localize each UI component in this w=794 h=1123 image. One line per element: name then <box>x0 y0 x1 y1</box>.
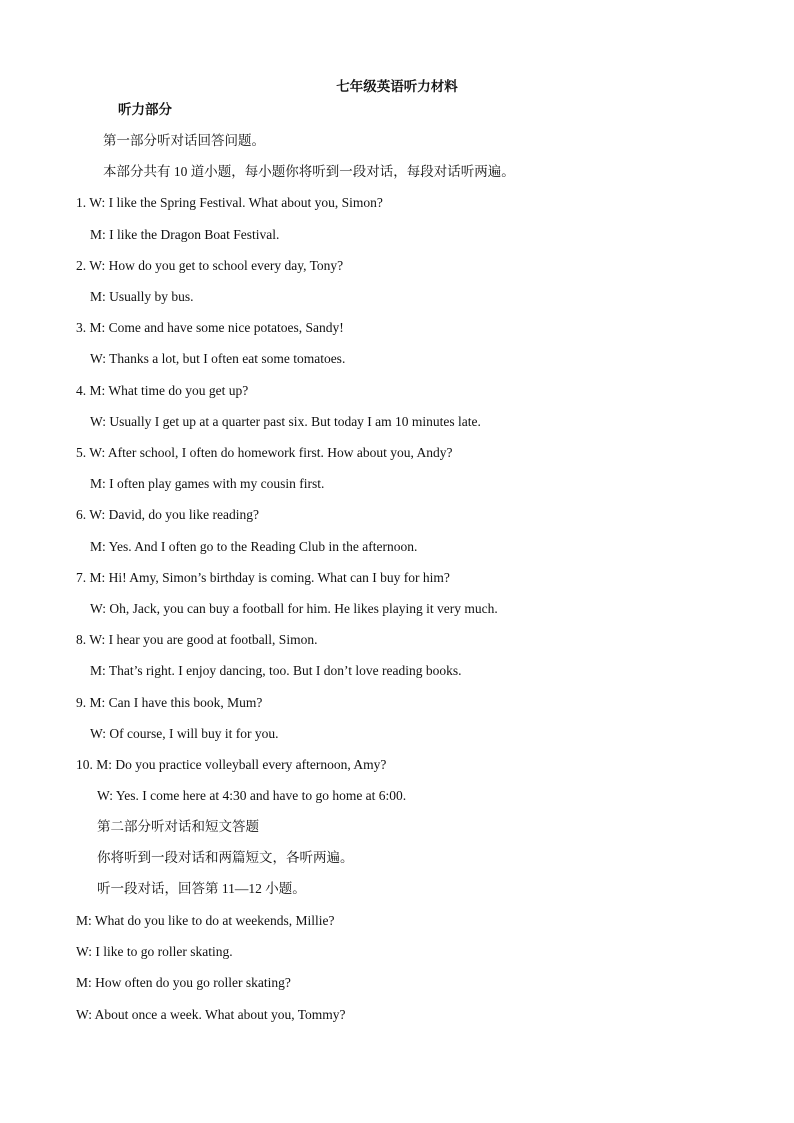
dialogue-10-line-a: 10. M: Do you practice volleyball every afternoon, Amy? <box>76 757 387 772</box>
page-title: 七年级英语听力材料 <box>336 79 458 94</box>
part2-heading: 第二部分听对话和短文答题 <box>97 819 259 834</box>
part2-sub-instruction: 听一段对话，回答第 11—12 小题。 <box>97 881 306 896</box>
section-heading: 听力部分 <box>118 102 172 117</box>
part2-instruction: 你将听到一段对话和两篇短文，各听两遍。 <box>97 850 354 865</box>
part1-instruction: 本部分共有 10 道小题，每小题你将听到一段对话，每段对话听两遍。 <box>103 164 515 179</box>
dialogue-3-line-a: 3. M: Come and have some nice potatoes, Sandy! <box>76 320 344 335</box>
dialogue-2-line-a: 2. W: How do you get to school every day, Tony? <box>76 258 344 273</box>
dialogue-7-line-a: 7. M: Hi! Amy, Simon’s birthday is coming. What can I buy for him? <box>76 570 450 585</box>
dialogue-6-line-a: 6. W: David, do you like reading? <box>76 507 259 522</box>
dialogue-7-line-b: W: Oh, Jack, you can buy a football for him. He likes playing it very much. <box>90 601 498 616</box>
dialogue-6-line-b: M: Yes. And I often go to the Reading Club in the afternoon. <box>90 539 418 554</box>
dialogue-4-line-a: 4. M: What time do you get up? <box>76 383 249 398</box>
conversation-line-1: M: What do you like to do at weekends, Millie? <box>76 913 335 928</box>
part1-heading: 第一部分听对话回答问题。 <box>103 133 265 148</box>
dialogue-10-line-b: W: Yes. I come here at 4:30 and have to go home at 6:00. <box>97 788 407 803</box>
dialogue-4-line-b: W: Usually I get up at a quarter past six. But today I am 10 minutes late. <box>90 414 481 429</box>
conversation-line-4: W: About once a week. What about you, Tommy? <box>76 1007 346 1022</box>
dialogue-9-line-b: W: Of course, I will buy it for you. <box>90 726 279 741</box>
dialogue-3-line-b: W: Thanks a lot, but I often eat some tomatoes. <box>90 351 346 366</box>
dialogue-5-line-a: 5. W: After school, I often do homework first. How about you, Andy? <box>76 445 453 460</box>
dialogue-5-line-b: M: I often play games with my cousin first. <box>90 476 325 491</box>
dialogue-8-line-a: 8. W: I hear you are good at football, Simon. <box>76 632 318 647</box>
dialogue-2-line-b: M: Usually by bus. <box>90 289 194 304</box>
dialogue-8-line-b: M: That’s right. I enjoy dancing, too. But I don’t love reading books. <box>90 663 462 678</box>
dialogue-1-line-a: 1. W: I like the Spring Festival. What about you, Simon? <box>76 195 383 210</box>
dialogue-1-line-b: M: I like the Dragon Boat Festival. <box>90 227 280 242</box>
dialogue-9-line-a: 9. M: Can I have this book, Mum? <box>76 695 263 710</box>
conversation-line-2: W: I like to go roller skating. <box>76 944 233 959</box>
conversation-line-3: M: How often do you go roller skating? <box>76 975 291 990</box>
